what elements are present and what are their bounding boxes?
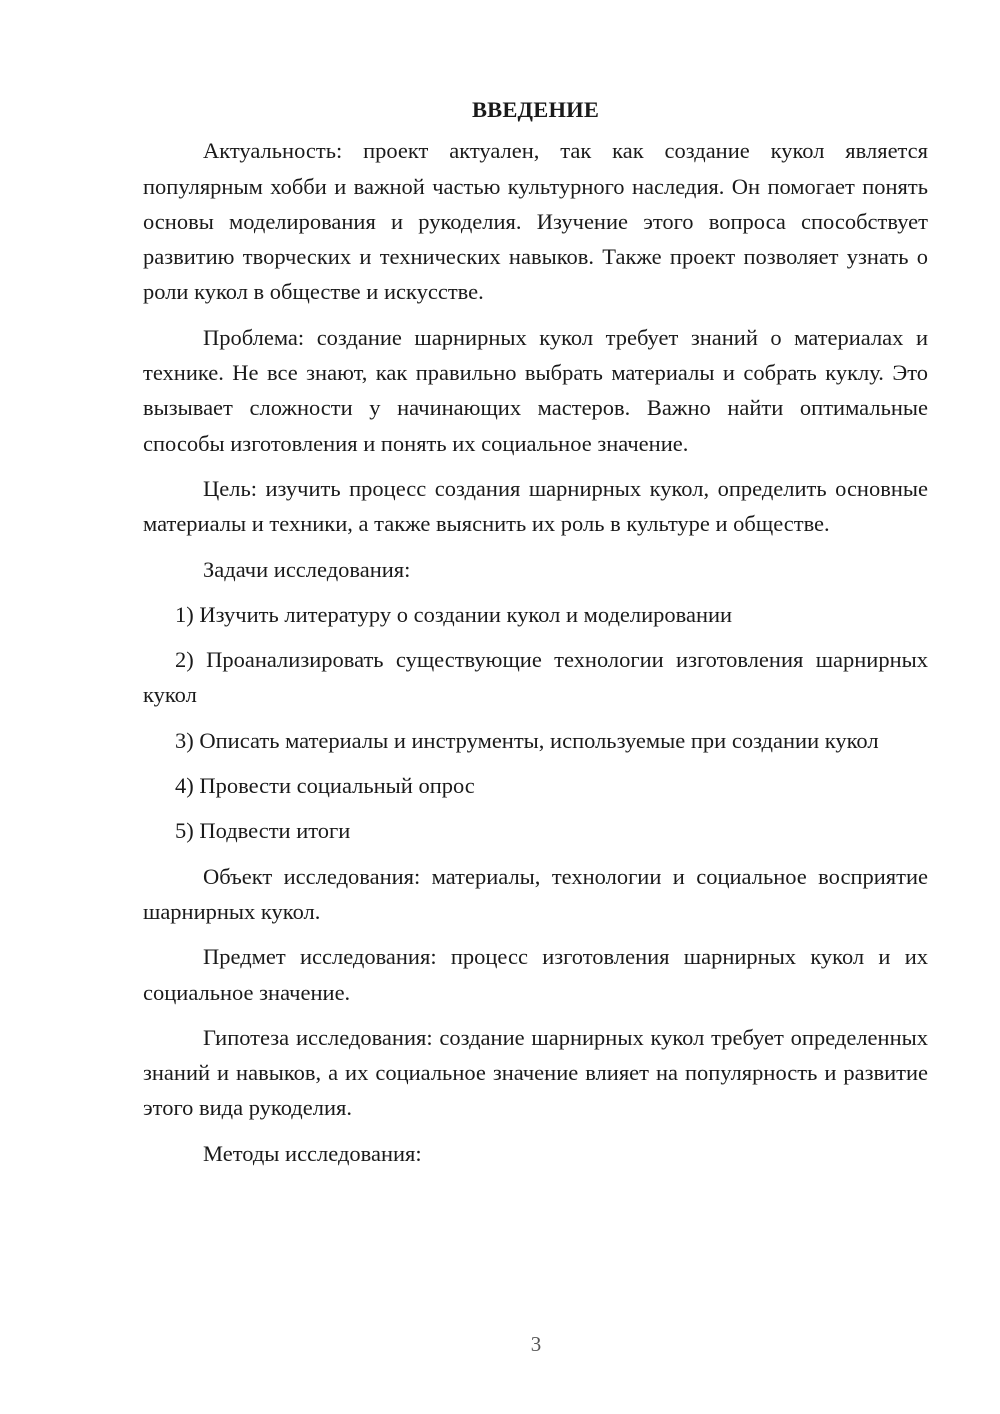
methods-heading: Методы исследования: [203,1140,422,1166]
paragraph-problem: Проблема: создание шарнирных кукол требует знаний о материалах и технике. Не все знают, как правильно выбрать материалы и собрать куклу. Это вызывает сложности у начинающих мастеров. Важно найти оптимальные способы изготовления и понять их социальное значение. [143,324,928,456]
task-item-3: 3) Описать материалы и инструменты, используемые при создании кукол [175,727,879,753]
paragraph-subject: Предмет исследования: процесс изготовления шарнирных кукол и их социальное значение. [143,944,928,1005]
task-item-4: 4) Провести социальный опрос [175,773,475,799]
task-item-5: 5) Подвести итоги [175,818,351,844]
paragraph-hypothesis: Гипотеза исследования: создание шарнирных кукол требует определенных знаний и навыков, а их социальное значение влияет на популярность и развитие этого вида рукоделия. [143,1024,928,1121]
task-item-2: 2) Проанализировать существующие технологии изготовления шарнирных кукол [143,647,928,708]
page-title: ВВЕДЕНИЕ [471,97,600,122]
paragraph-goal: Цель: изучить процесс создания шарнирных кукол, определить основные материалы и техники, а также выяснить их роль в культуре и обществе. [143,475,928,537]
page-number: 3 [530,1332,542,1356]
tasks-heading: Задачи исследования: [203,556,411,582]
paragraph-object: Объект исследования: материалы, технологии и социальное восприятие шарнирных кукол. [143,863,928,924]
page-content [143,92,928,1181]
paragraph-relevance: Актуальность: проект актуален, так как создание кукол является популярным хобби и важной частью культурного наследия. Он помогает понять основы моделирования и рукоделия. Изучение этого вопроса способствует развитию творческих и технических навыков. Также проект позволяет узнать о роли кукол в обществе и искусстве. [143,138,928,305]
task-item-1: 1) Изучить литературу о создании кукол и моделировании [175,601,733,627]
